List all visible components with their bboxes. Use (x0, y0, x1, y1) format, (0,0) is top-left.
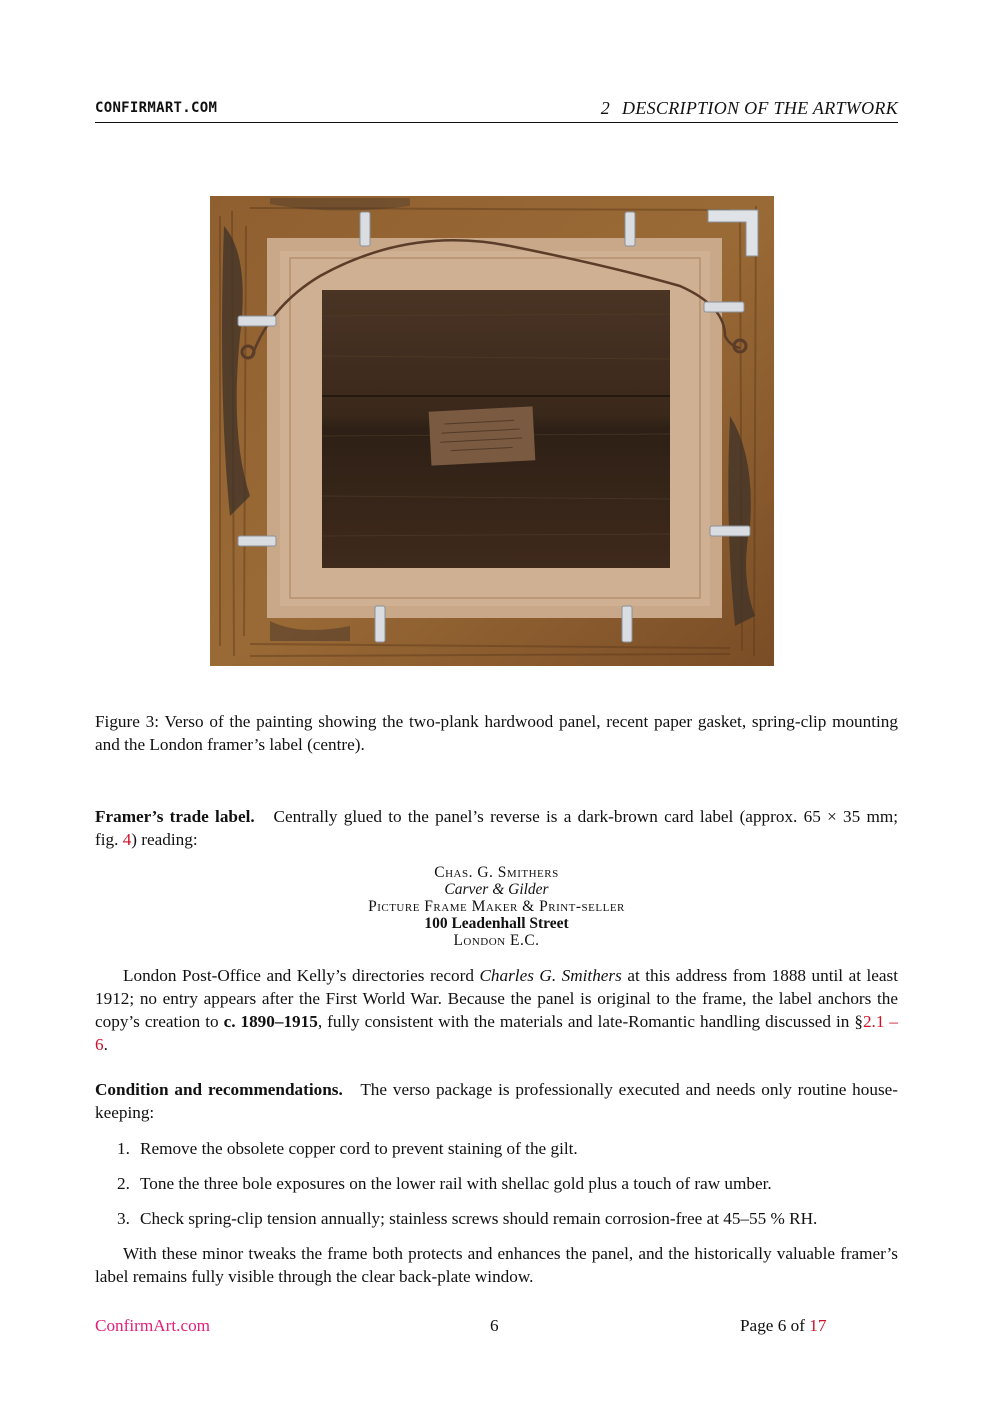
framer-name: Charles G. Smithers (479, 966, 622, 985)
closing-paragraph: With these minor tweaks the frame both protects and enhances the panel, and the historically valuable framer’s label remains fully visible through the clear back-plate window. (95, 1244, 898, 1286)
trade-label-transcription (95, 864, 898, 949)
running-header (95, 98, 898, 123)
label-line-name: Chas. G. Smithers (434, 864, 559, 881)
site-logo: CONFIRMART.COM (95, 100, 218, 116)
list-item-number: 1. (117, 1139, 130, 1158)
footer-page-label: Page 6 of (740, 1316, 805, 1335)
date-range: c. 1890–1915 (223, 1012, 318, 1031)
framer-label-paragraph (95, 805, 898, 851)
condition-paragraph (95, 1078, 898, 1124)
list-item-number: 3. (117, 1209, 130, 1228)
list-item-text: Tone the three bole exposures on the lower rail with shellac gold plus a touch of raw umber. (140, 1174, 772, 1193)
directory-paragraph (95, 964, 898, 1056)
page-footer (95, 1316, 898, 1340)
directory-text-4: . (103, 1035, 108, 1054)
footer-page-number: 6 (490, 1316, 499, 1335)
framer-label-text-end: ) reading: (131, 830, 198, 849)
section-number: 2 (600, 98, 611, 118)
section-title: DESCRIPTION OF THE ARTWORK (622, 98, 898, 118)
directory-text-2: at this address from 1888 until at least 1912; no entry appears after the First World War. Because the panel is original to the frame, the label anchors the copy’s creation to (95, 966, 899, 1031)
framer-label-heading: Framer’s trade label. (95, 807, 255, 826)
directory-text-1: London Post-Office and Kelly’s directories record (123, 966, 474, 985)
section-ref-dash: – (884, 1012, 899, 1031)
list-item-number: 2. (117, 1174, 130, 1193)
section-ref-end-link[interactable]: 6 (95, 1035, 104, 1054)
label-line-city: London E.C. (453, 932, 540, 949)
condition-text: The verso package is professionally executed and needs only routine house-keeping: (95, 1080, 899, 1122)
list-item-text: Check spring-clip tension annually; stainless screws should remain corrosion-free at 45–55 % RH. (140, 1209, 818, 1228)
label-line-street: 100 Leadenhall Street (424, 915, 569, 932)
section-ref-start-link[interactable]: 2.1 (862, 1012, 885, 1031)
painting-verso-image (210, 196, 774, 666)
footer-site-link[interactable]: ConfirmArt.com (95, 1316, 211, 1335)
framer-label-text: Centrally glued to the panel’s reverse is a dark-brown card label (approx. 65 × 35 mm; fig. (95, 807, 899, 849)
label-line-business: Picture Frame Maker & Print-seller (368, 898, 625, 915)
figure-caption: Figure 3: Verso of the painting showing the two-plank hardwood panel, recent paper gasket, spring-clip mounting and the London framer’s label (centre). (95, 712, 898, 754)
footer-page-count (740, 1316, 826, 1336)
section-heading (601, 98, 898, 119)
label-line-trade: Carver & Gilder (444, 881, 549, 898)
figure-4-link[interactable]: 4 (122, 830, 132, 849)
total-pages-link[interactable]: 17 (809, 1316, 827, 1335)
list-item-text: Remove the obsolete copper cord to prevent staining of the gilt. (140, 1139, 578, 1158)
directory-text-3: , fully consistent with the materials and late-Romantic handling discussed in § (317, 1012, 863, 1031)
condition-heading: Condition and recommendations. (95, 1080, 343, 1099)
